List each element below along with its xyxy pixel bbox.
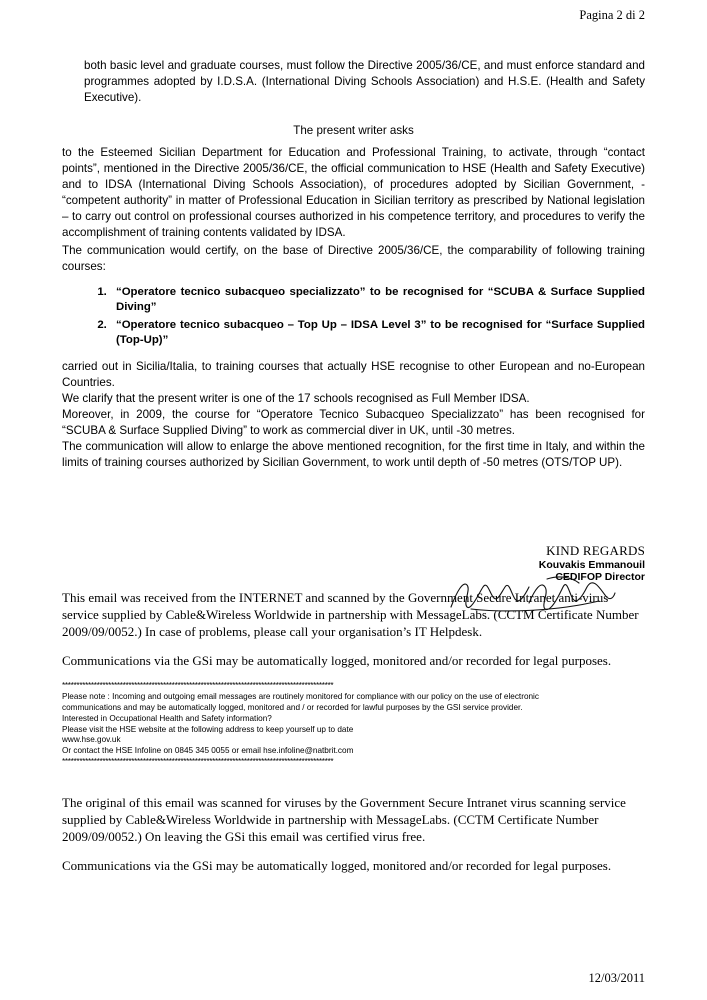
courses-list: [62, 285, 645, 349]
present-writer-heading: The present writer asks: [293, 123, 414, 137]
original-notice-block: [62, 794, 645, 875]
original-gsi-paragraph: Communications via the GSi may be automatically logged, monitored and/or recorded for legal purposes.: [62, 858, 612, 874]
intro-paragraph: both basic level and graduate courses, must follow the Directive 2005/36/CE, and must enforce standard and programmes adopted by I.D.S.A. (International Diving Schools Association) and H.S.E. (Health and Safety Executive).: [84, 59, 645, 104]
footer-date: 12/03/2011: [588, 971, 645, 985]
hse-infoline-contact[interactable]: Or contact the HSE Infoline on 0845 345 0055 or email hse.infoline@natbrit.com: [62, 746, 354, 756]
communication-paragraph: The communication would certify, on the base of Directive 2005/36/CE, the comparability of following training courses:: [62, 243, 645, 273]
list-item: 1. “Operatore tecnico subacqueo specializzato” to be recognised for “SCUBA & Surface Supplied Diving”: [110, 285, 645, 316]
fine-print-line: communications and may be automatically logged, monitored and / or recorded for lawful purposes by the GSI service provider.: [62, 703, 523, 712]
scan-notice-paragraph: This email was received from the INTERNET and scanned by the Government Secure Intranet anti-virus service supplied by Cable&Wireless Worldwide in partnership with MessageLabs. (CCTM Certificate Number 2009/09/0052.) In case of problems, please call your organisation’s IT Helpdesk.: [62, 589, 639, 640]
moreover-paragraph: Moreover, in 2009, the course for “Operatore Tecnico Subacqueo Specializzato” has been recognised for “SCUBA & Surface Supplied Diving” to work as commercial diver in UK, until -30 metres.: [62, 407, 645, 437]
kind-regards-label: KIND REGARDS: [546, 542, 645, 558]
list-item: 2. “Operatore tecnico subacqueo – Top Up – IDSA Level 3” to be recognised for “Surface Supplied (Top-Up)”: [110, 318, 645, 349]
carried-out-paragraph: carried out in Sicilia/Italia, to training courses that actually HSE recognise to other European and no-European Countries.: [62, 359, 645, 389]
separator-stars-bottom: **********************************************************************************************: [62, 757, 334, 767]
signer-name: Kouvakis Emmanouil: [538, 558, 645, 571]
fine-print-line: Please visit the HSE website at the following address to keep yourself up to date: [62, 724, 354, 734]
gsi-notice-paragraph: Communications via the GSi may be automatically logged, monitored and/or recorded for legal purposes.: [62, 653, 612, 669]
request-paragraph: to the Esteemed Sicilian Department for Education and Professional Training, to activate, through “contact points”, mentioned in the Directive 2005/36/CE, the official communication to HSE (Health and Safety Executive) and to IDSA (International Diving Schools Association), of procedures adopted by Sicilian Government, - “competent authority” in matter of Professional Education in Sicilian territory as prescribed by National legislation – to carry out control on professional courses authorized in his competence territory, and procedures to verify the accomplishment of training contents validated by IDSA.: [62, 145, 645, 239]
separator-stars-top: **********************************************************************************************: [62, 681, 334, 691]
disclaimer-block: [62, 589, 645, 670]
document-content: [62, 58, 645, 887]
hse-website-link[interactable]: www.hse.gov.uk: [62, 735, 121, 745]
enlarge-paragraph: The communication will allow to enlarge the above mentioned recognition, for the first time in Italy, and within the limits of training courses authorized by Sicilian Government, to work until depth of -50 metres (OTS/TOP UP).: [62, 439, 645, 469]
fine-print-block: [62, 681, 645, 768]
original-scan-paragraph: The original of this email was scanned for viruses by the Government Secure Intranet virus scanning service supplied by Cable&Wireless Worldwide in partnership with MessageLabs. (CCTM Certificate Number 2009/09/0052.) On leaving the GSi this email was certified virus free.: [62, 794, 626, 845]
fine-print-line: Interested in Occupational Health and Safety information?: [62, 713, 272, 723]
page-number-label: Pagina 2 di 2: [579, 8, 645, 22]
signature-block: [62, 543, 645, 583]
signer-title: CEDIFOP Director: [555, 570, 645, 583]
clarify-paragraph: We clarify that the present writer is one of the 17 schools recognised as Full Member IDSA.: [62, 391, 530, 405]
fine-print-line: Please note : Incoming and outgoing email messages are routinely monitored for compliance with our policy on the use of electronic: [62, 692, 539, 702]
